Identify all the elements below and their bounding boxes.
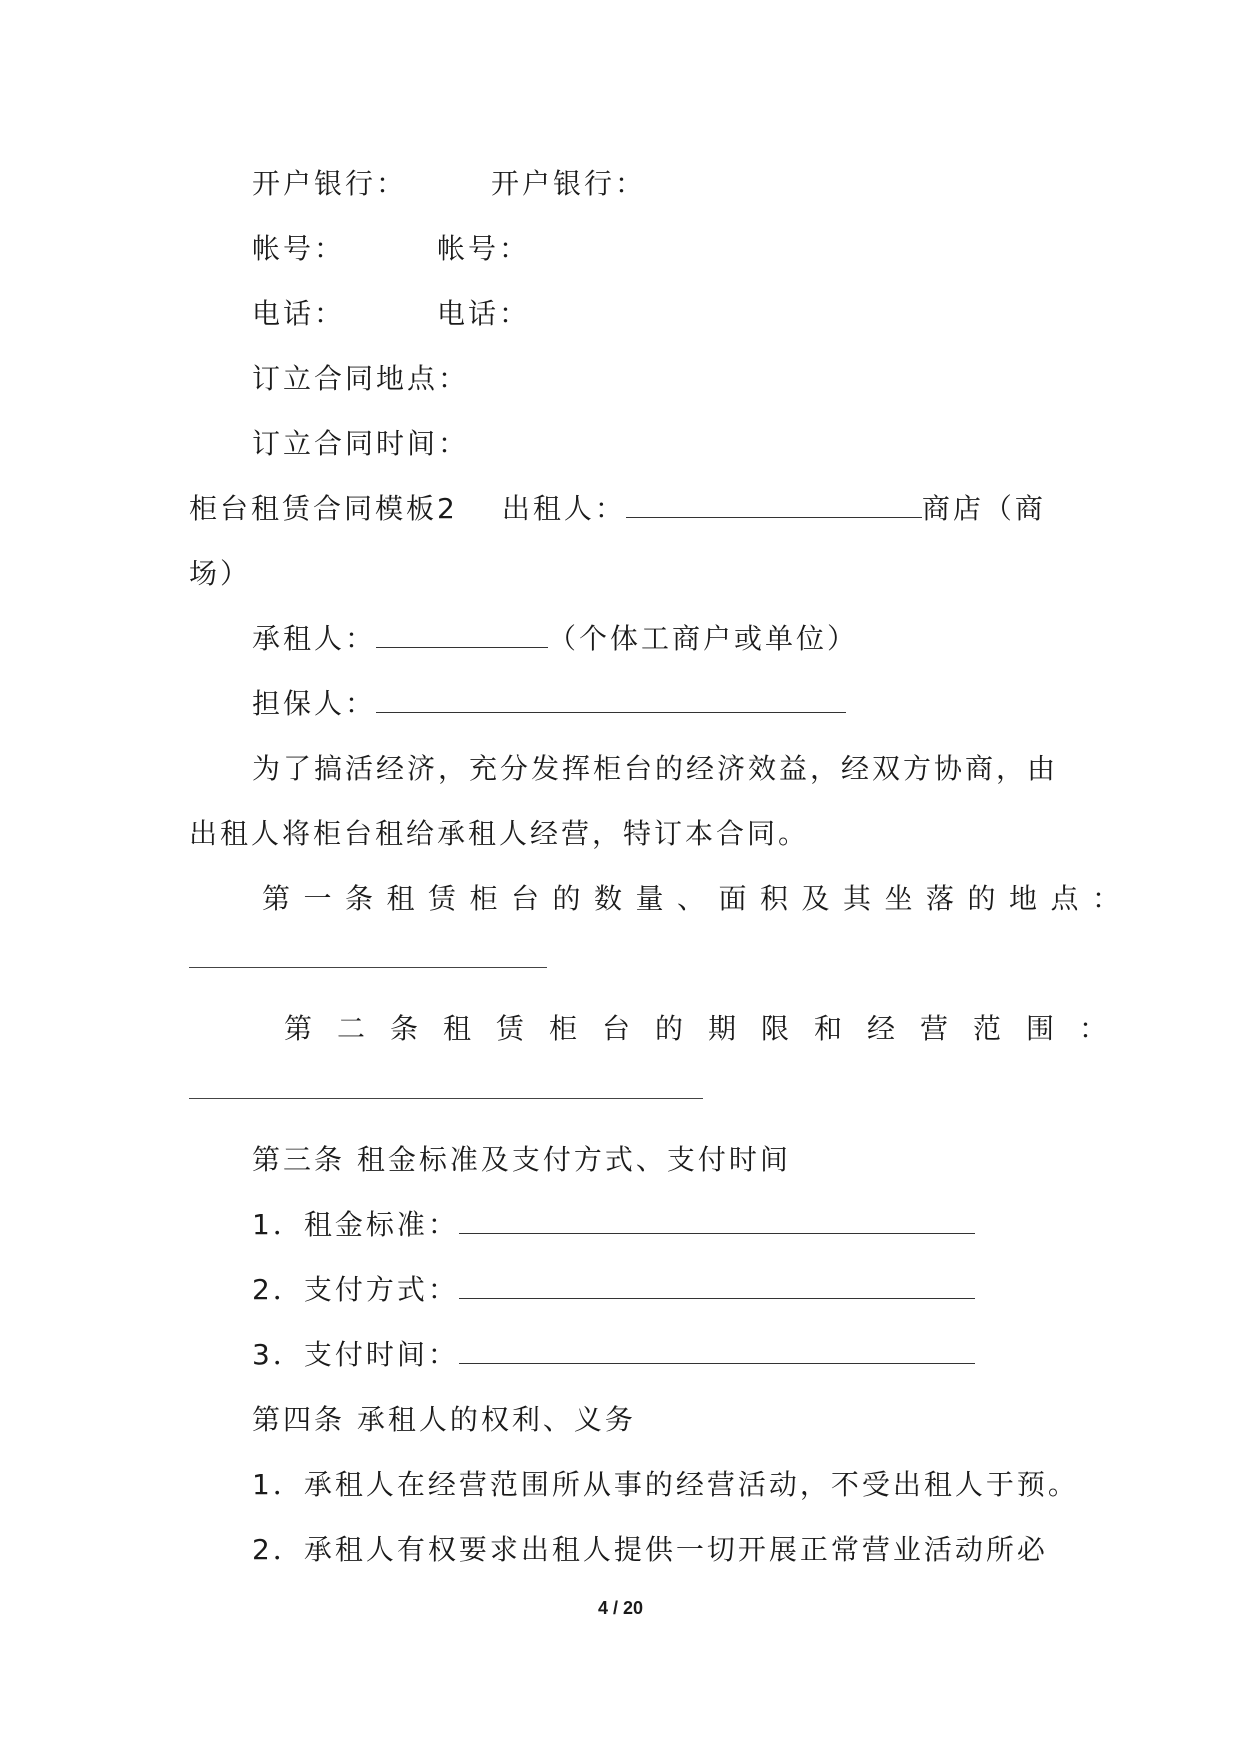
preamble-line-2: 出租人将柜台租给承租人经营，特订本合同。 <box>189 817 810 850</box>
guarantor-label: 担保人： <box>252 687 377 720</box>
payment-method-label: 2．支付方式： <box>252 1273 459 1306</box>
guarantor-row <box>252 686 846 722</box>
article-4-item-1: 1．承租人在经营范围所从事的经营活动，不受出租人于预。 <box>252 1468 1079 1501</box>
article-3: 第三条 租金标准及支付方式、支付时间 <box>252 1143 791 1176</box>
sign-place: 订立合同地点： <box>252 362 470 395</box>
account-label-lessee: 帐号： <box>437 232 531 265</box>
article-1: 第一条租赁柜台的数量、面积及其坐落的地点： <box>262 882 1134 915</box>
bank-label-lessee: 开户银行： <box>491 167 647 200</box>
guarantor-blank <box>376 686 846 713</box>
payment-time-label: 3．支付时间： <box>252 1338 459 1371</box>
account-label-lessor: 帐号： <box>252 232 346 265</box>
article-1-blank <box>189 967 547 968</box>
lessee-blank <box>376 621 548 648</box>
article-3-item-2 <box>252 1272 975 1308</box>
template2-heading: 柜台租赁合同模板2 <box>189 492 458 525</box>
phone-label-lessee: 电话： <box>437 297 531 330</box>
article-3-item-3 <box>252 1337 975 1373</box>
lessor-blank <box>626 491 922 518</box>
payment-method-blank <box>459 1272 975 1299</box>
phone-label-lessor: 电话： <box>252 297 346 330</box>
payment-time-blank <box>459 1337 975 1364</box>
bank-row <box>252 166 646 202</box>
article-4: 第四条 承租人的权利、义务 <box>252 1403 636 1436</box>
template2-heading-row <box>189 491 1046 527</box>
sign-time: 订立合同时间： <box>252 427 470 460</box>
lessee-label: 承租人： <box>252 622 377 655</box>
lessee-suffix: （个体工商户或单位） <box>548 622 859 655</box>
article-2-blank <box>189 1098 703 1099</box>
lessor-label: 出租人： <box>501 492 626 525</box>
preamble-line-1: 为了搞活经济，充分发挥柜台的经济效益，经双方协商，由 <box>252 752 1059 785</box>
page-number: 4 / 20 <box>597 1598 644 1618</box>
bank-label-lessor: 开户银行： <box>252 167 408 200</box>
article-4-item-2: 2．承租人有权要求出租人提供一切开展正常营业活动所必 <box>252 1533 1048 1566</box>
lessor-suffix-cont: 场） <box>189 557 252 590</box>
rent-standard-label: 1．租金标准： <box>252 1208 459 1241</box>
account-row <box>252 231 530 267</box>
lessor-suffix: 商店（商 <box>921 492 1046 525</box>
rent-standard-blank <box>459 1207 975 1234</box>
article-2: 第二条租赁柜台的期限和经营范围： <box>284 1012 1133 1045</box>
article-3-item-1 <box>252 1207 975 1243</box>
phone-row <box>252 296 530 332</box>
lessee-row <box>252 621 858 657</box>
